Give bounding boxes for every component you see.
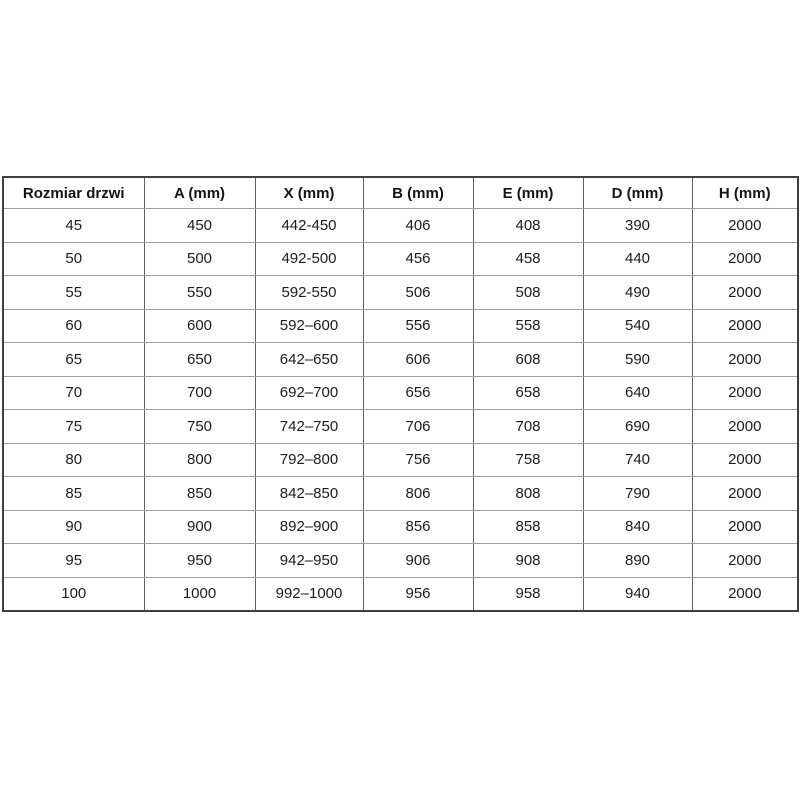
table-cell: 742–750 xyxy=(255,410,363,444)
table-cell: 900 xyxy=(144,510,255,544)
table-header xyxy=(3,177,798,209)
table-cell: 70 xyxy=(3,376,144,410)
table-cell: 100 xyxy=(3,577,144,611)
table-cell: 500 xyxy=(144,242,255,276)
table-cell: 750 xyxy=(144,410,255,444)
table-cell: 958 xyxy=(473,577,583,611)
table-cell: 706 xyxy=(363,410,473,444)
table-cell: 850 xyxy=(144,477,255,511)
table-cell: 792–800 xyxy=(255,443,363,477)
table-cell: 606 xyxy=(363,343,473,377)
table-body xyxy=(3,209,798,612)
table-row xyxy=(3,477,798,511)
table-cell: 95 xyxy=(3,544,144,578)
table-cell: 942–950 xyxy=(255,544,363,578)
table-cell: 2000 xyxy=(692,309,798,343)
column-header: H (mm) xyxy=(692,177,798,209)
table-cell: 458 xyxy=(473,242,583,276)
table-cell: 2000 xyxy=(692,477,798,511)
table-cell: 408 xyxy=(473,209,583,243)
table-cell: 390 xyxy=(583,209,692,243)
column-header: X (mm) xyxy=(255,177,363,209)
table-cell: 600 xyxy=(144,309,255,343)
table-row xyxy=(3,443,798,477)
table-cell: 90 xyxy=(3,510,144,544)
table-cell: 740 xyxy=(583,443,692,477)
table-cell: 642–650 xyxy=(255,343,363,377)
column-header: B (mm) xyxy=(363,177,473,209)
table-cell: 2000 xyxy=(692,577,798,611)
table-cell: 456 xyxy=(363,242,473,276)
table-cell: 540 xyxy=(583,309,692,343)
table-cell: 2000 xyxy=(692,510,798,544)
table-cell: 690 xyxy=(583,410,692,444)
table-row xyxy=(3,309,798,343)
table-row xyxy=(3,343,798,377)
table-row xyxy=(3,510,798,544)
column-header: A (mm) xyxy=(144,177,255,209)
table-cell: 758 xyxy=(473,443,583,477)
column-header: E (mm) xyxy=(473,177,583,209)
header-row xyxy=(3,177,798,209)
table-cell: 840 xyxy=(583,510,692,544)
table-row xyxy=(3,410,798,444)
table-cell: 558 xyxy=(473,309,583,343)
table-cell: 892–900 xyxy=(255,510,363,544)
table-cell: 940 xyxy=(583,577,692,611)
table-cell: 1000 xyxy=(144,577,255,611)
table-cell: 50 xyxy=(3,242,144,276)
table-cell: 490 xyxy=(583,276,692,310)
table-row xyxy=(3,242,798,276)
table-cell: 2000 xyxy=(692,242,798,276)
table-cell: 2000 xyxy=(692,410,798,444)
table-cell: 640 xyxy=(583,376,692,410)
table-cell: 75 xyxy=(3,410,144,444)
table-cell: 608 xyxy=(473,343,583,377)
table-cell: 842–850 xyxy=(255,477,363,511)
table-cell: 906 xyxy=(363,544,473,578)
table-cell: 2000 xyxy=(692,376,798,410)
table-cell: 2000 xyxy=(692,343,798,377)
table-cell: 890 xyxy=(583,544,692,578)
table-cell: 2000 xyxy=(692,544,798,578)
column-header: Rozmiar drzwi xyxy=(3,177,144,209)
table-cell: 992–1000 xyxy=(255,577,363,611)
table-cell: 45 xyxy=(3,209,144,243)
table-cell: 55 xyxy=(3,276,144,310)
table-row xyxy=(3,544,798,578)
table-row xyxy=(3,577,798,611)
table-cell: 508 xyxy=(473,276,583,310)
table-cell: 440 xyxy=(583,242,692,276)
table-cell: 2000 xyxy=(692,443,798,477)
table-cell: 2000 xyxy=(692,209,798,243)
table-row xyxy=(3,209,798,243)
table-cell: 492-500 xyxy=(255,242,363,276)
table-cell: 806 xyxy=(363,477,473,511)
table-cell: 708 xyxy=(473,410,583,444)
table-cell: 800 xyxy=(144,443,255,477)
table-cell: 590 xyxy=(583,343,692,377)
table-cell: 556 xyxy=(363,309,473,343)
table-cell: 956 xyxy=(363,577,473,611)
table-cell: 658 xyxy=(473,376,583,410)
table-cell: 790 xyxy=(583,477,692,511)
table-cell: 858 xyxy=(473,510,583,544)
table-cell: 592-550 xyxy=(255,276,363,310)
column-header: D (mm) xyxy=(583,177,692,209)
table-cell: 700 xyxy=(144,376,255,410)
table-cell: 692–700 xyxy=(255,376,363,410)
table-cell: 656 xyxy=(363,376,473,410)
table-cell: 65 xyxy=(3,343,144,377)
table-cell: 406 xyxy=(363,209,473,243)
table-row xyxy=(3,276,798,310)
table-cell: 808 xyxy=(473,477,583,511)
table-cell: 856 xyxy=(363,510,473,544)
table-row xyxy=(3,376,798,410)
table-cell: 908 xyxy=(473,544,583,578)
table-cell: 550 xyxy=(144,276,255,310)
table-cell: 592–600 xyxy=(255,309,363,343)
table-cell: 650 xyxy=(144,343,255,377)
table-cell: 80 xyxy=(3,443,144,477)
door-size-table xyxy=(2,176,799,612)
table-cell: 450 xyxy=(144,209,255,243)
table-cell: 950 xyxy=(144,544,255,578)
table-cell: 756 xyxy=(363,443,473,477)
table-cell: 2000 xyxy=(692,276,798,310)
table-cell: 60 xyxy=(3,309,144,343)
table-cell: 85 xyxy=(3,477,144,511)
table-cell: 442-450 xyxy=(255,209,363,243)
table-cell: 506 xyxy=(363,276,473,310)
